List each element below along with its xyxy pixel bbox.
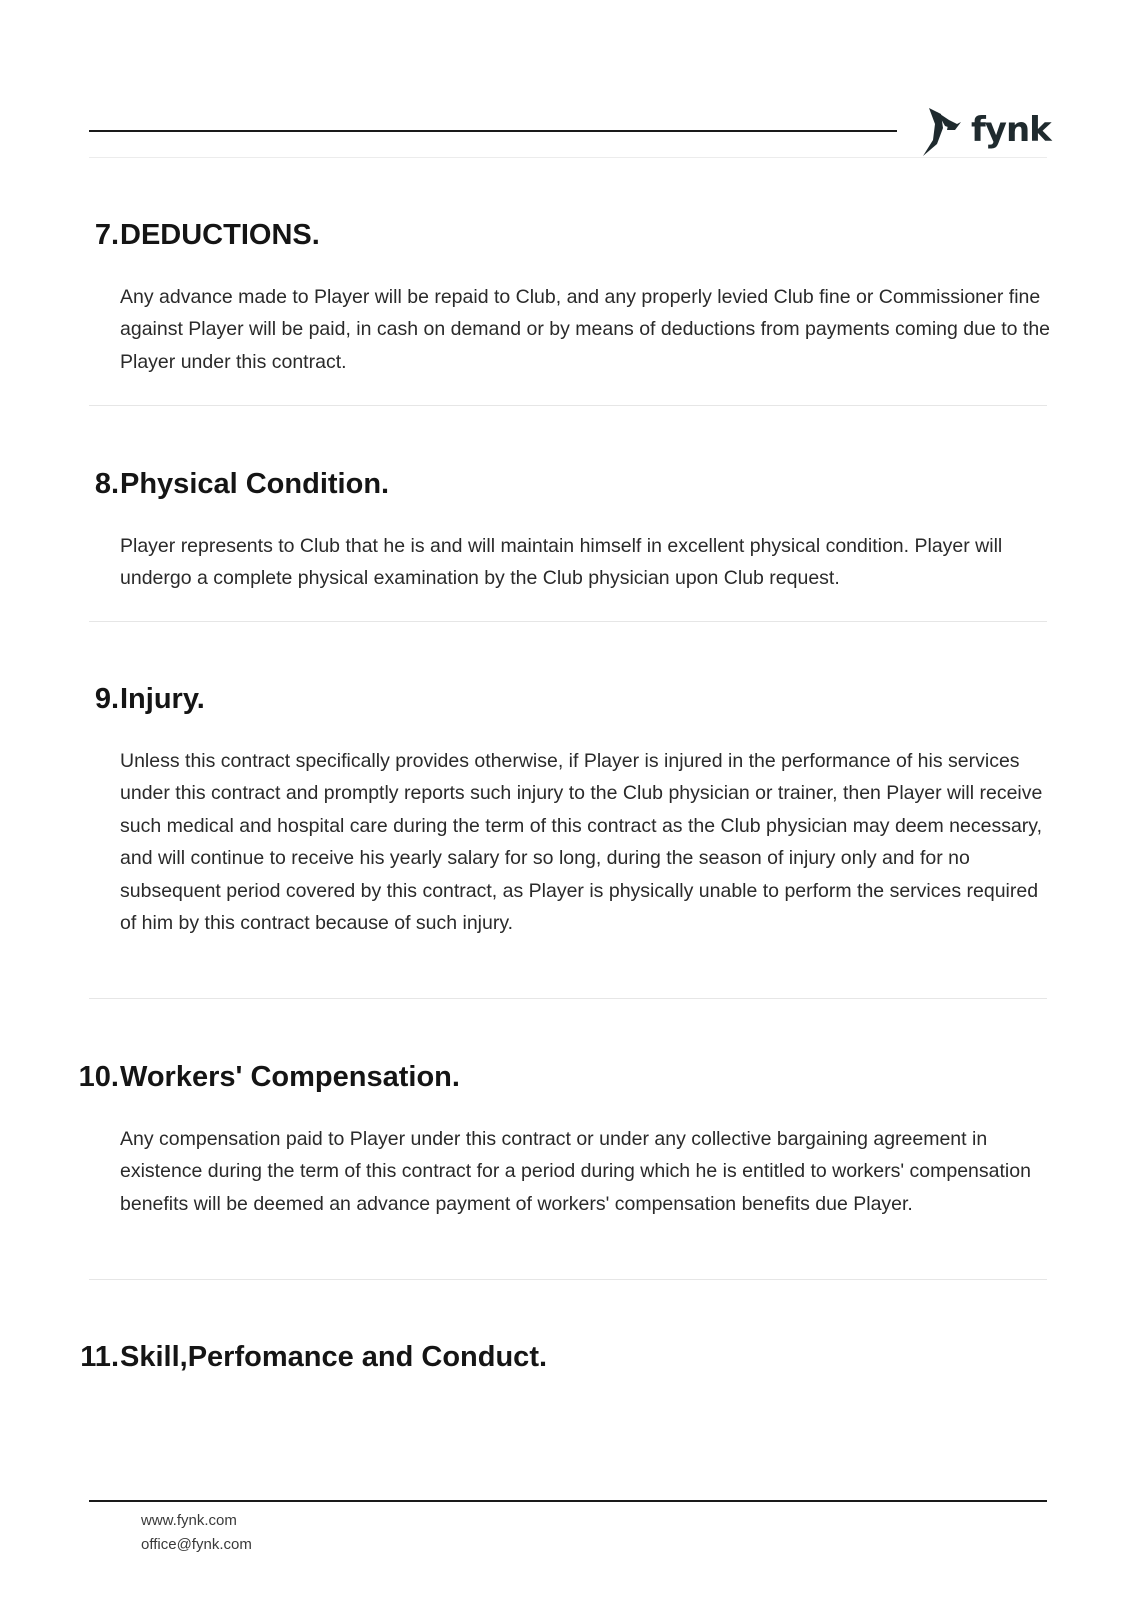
- header-divider: [89, 157, 1047, 158]
- section-divider: [89, 405, 1047, 406]
- section-divider: [89, 621, 1047, 622]
- section-title: DEDUCTIONS.: [120, 219, 320, 251]
- section-divider: [89, 998, 1047, 999]
- footer-email-link[interactable]: office@fynk.com: [141, 1536, 252, 1553]
- section-divider: [89, 1279, 1047, 1280]
- logo-text: fynk: [971, 110, 1051, 150]
- section-body: Unless this contract specifically provides otherwise, if Player is injured in the performance of his services under this contract and promptly reports such injury to the Club physician or trainer, then Player will receive such medical and hospital care during the term of this contract as the Club physician may deem necessary, and will continue to receive his yearly salary for so long, during the season of injury only and for no subsequent period covered by this contract, as Player is physically unable to perform the services required of him by this contract because of such injury.: [120, 750, 1043, 935]
- footer-website-link[interactable]: www.fynk.com: [141, 1512, 237, 1529]
- section-title: Injury.: [120, 683, 205, 715]
- section-number: 9.: [94, 683, 119, 715]
- section-number: 10.: [78, 1061, 119, 1093]
- header-rule: [89, 130, 897, 132]
- section-body: Any advance made to Player will be repaid to Club, and any properly levied Club fine or Commissioner fine against Player will be paid, in cash on demand or by means of deductions from payments coming due to the Player under this contract.: [120, 286, 1051, 373]
- section-body: Player represents to Club that he is and will maintain himself in excellent physical condition. Player will undergo a complete physical examination by the Club physician upon Club request.: [120, 535, 1003, 590]
- section-number: 11.: [80, 1341, 119, 1373]
- fynk-bird-logo-icon: [921, 106, 967, 158]
- section-title: Workers' Compensation.: [120, 1061, 460, 1093]
- section-body: Any compensation paid to Player under this contract or under any collective bargaining agreement in existence during the term of this contract for a period during which he is entitled to workers' compensation benefits will be deemed an advance payment of workers' compensation benefits due Player.: [120, 1128, 1031, 1215]
- section-title: Physical Condition.: [120, 468, 390, 500]
- section-title: Skill,Perfomance and Conduct.: [120, 1341, 548, 1373]
- logo: [921, 104, 1051, 160]
- section-number: 7.: [94, 219, 119, 251]
- footer-rule: [89, 1500, 1047, 1502]
- section-number: 8.: [94, 468, 119, 500]
